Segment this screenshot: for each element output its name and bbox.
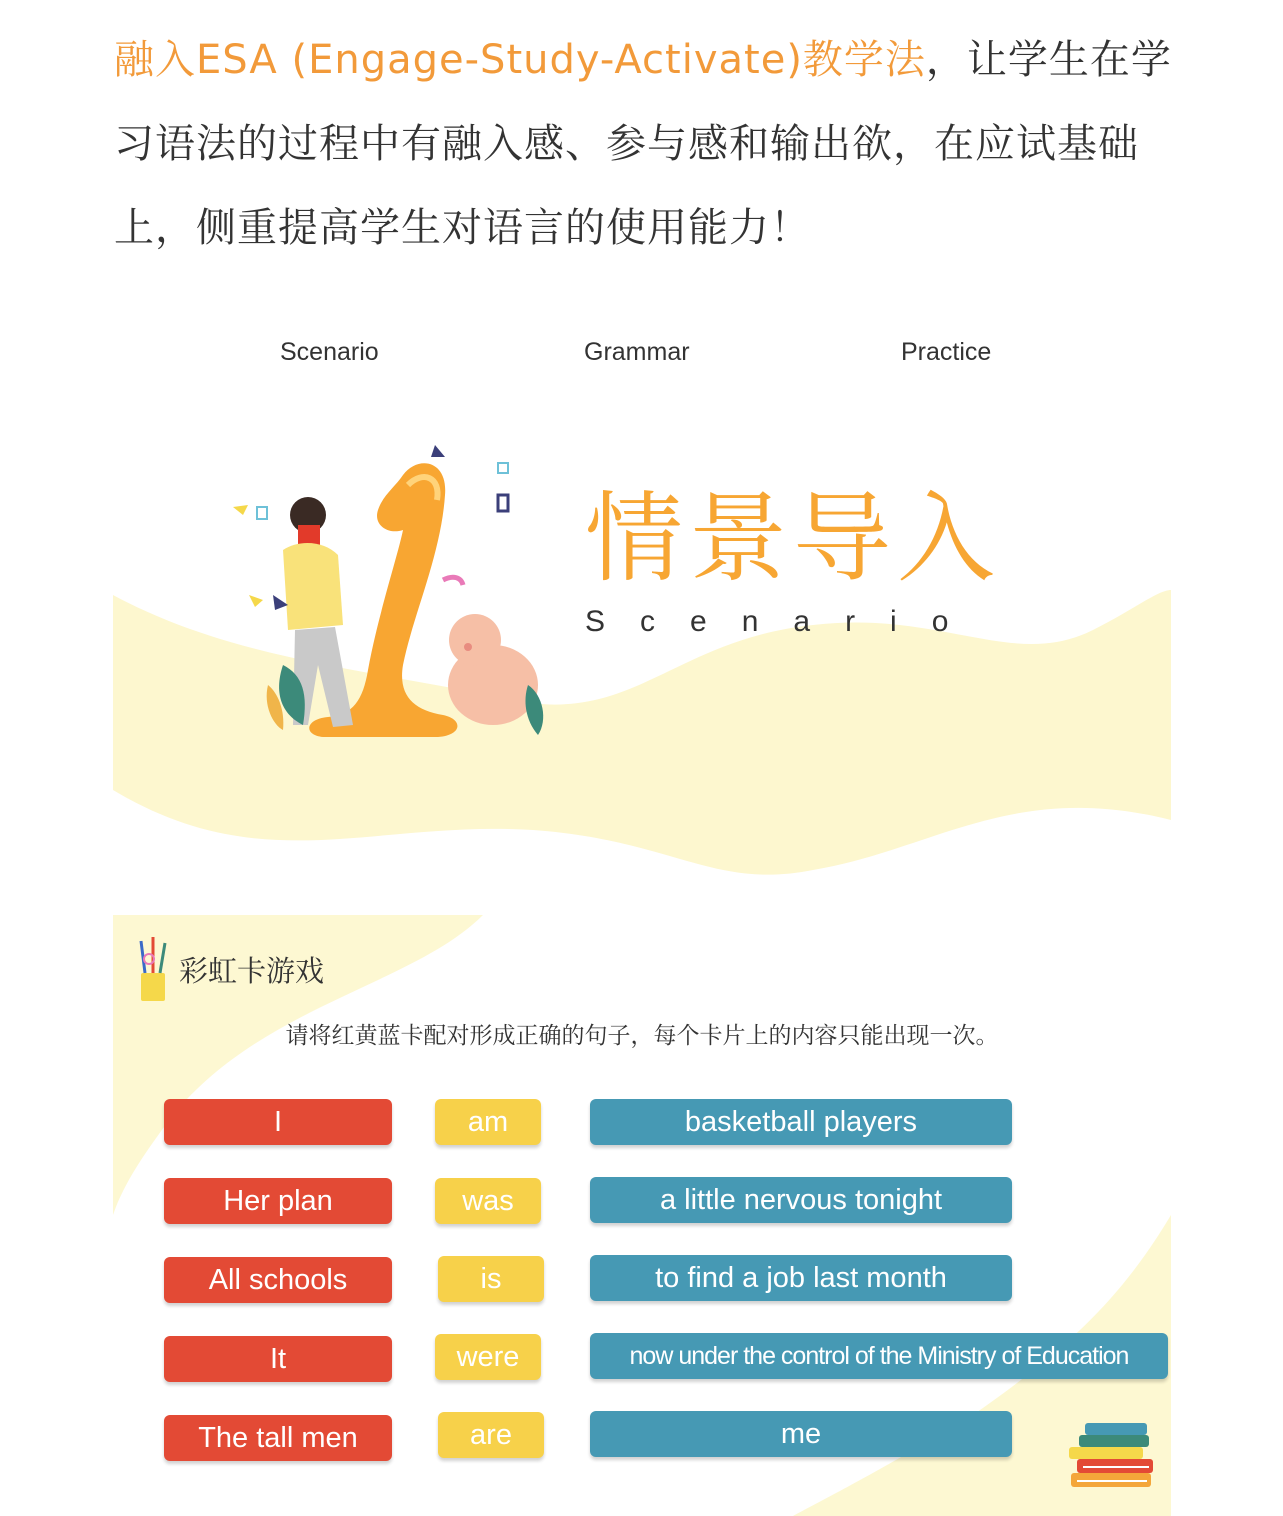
yellow-card[interactable]: was	[435, 1178, 541, 1224]
blue-card[interactable]: now under the control of the Ministry of Education	[590, 1333, 1168, 1379]
tab-grammar[interactable]: Grammar	[584, 338, 690, 366]
yellow-card[interactable]: are	[438, 1412, 544, 1458]
intro-paragraph	[114, 18, 1174, 270]
red-card[interactable]: All schools	[164, 1257, 392, 1303]
blue-card[interactable]: basketball players	[590, 1099, 1012, 1145]
pencil-cup-icon	[135, 935, 175, 1005]
slide-subtitle: Scenario	[585, 605, 984, 638]
yellow-card[interactable]: am	[435, 1099, 541, 1145]
red-card[interactable]: It	[164, 1336, 392, 1382]
scenario-slide	[113, 400, 1171, 890]
game-instruction: 请将红黄蓝卡配对形成正确的句子，每个卡片上的内容只能出现一次。	[285, 1023, 999, 1049]
blue-card[interactable]: a little nervous tonight	[590, 1177, 1012, 1223]
blue-card[interactable]: me	[590, 1411, 1012, 1457]
blue-card[interactable]: to find a job last month	[590, 1255, 1012, 1301]
intro-text: ，让学生在学习语法的过程中有融入感、参与感和输出欲，在应试基础上，侧重提高学生对语言的使用能力！	[114, 37, 1172, 251]
intro-highlight: 融入ESA (Engage-Study-Activate)教学法	[114, 37, 926, 83]
red-card[interactable]: The tall men	[164, 1415, 392, 1461]
number-one-illustration	[213, 435, 573, 745]
red-card[interactable]: I	[164, 1099, 392, 1145]
yellow-card[interactable]: were	[435, 1334, 541, 1380]
rainbow-card-game	[113, 915, 1171, 1516]
game-title: 彩虹卡游戏	[179, 954, 325, 988]
section-tabs	[0, 338, 1283, 374]
red-card[interactable]: Her plan	[164, 1178, 392, 1224]
tab-practice[interactable]: Practice	[901, 338, 992, 366]
slide-title: 情景导入	[585, 482, 1002, 596]
books-stack-icon	[1063, 1415, 1163, 1497]
yellow-card[interactable]: is	[438, 1256, 544, 1302]
tab-scenario[interactable]: Scenario	[280, 338, 379, 366]
